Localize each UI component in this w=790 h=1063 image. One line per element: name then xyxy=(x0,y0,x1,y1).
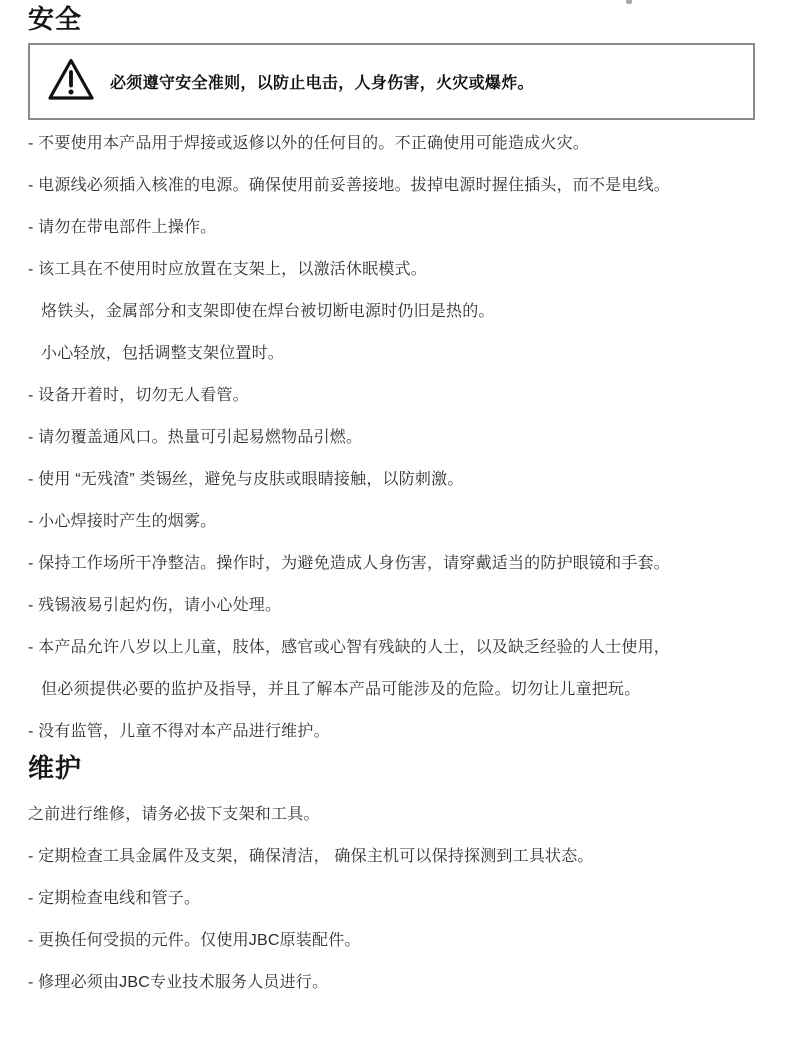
list-item: - 小心焊接时产生的烟雾。 xyxy=(28,513,217,530)
scan-artifact-mark xyxy=(626,0,632,4)
list-item: - 设备开着时，切勿无人看管。 xyxy=(28,387,249,404)
list-item: - 定期检查电线和管子。 xyxy=(28,890,201,907)
warning-box xyxy=(28,43,755,120)
maintenance-section-heading: 维护 xyxy=(28,753,83,783)
warning-triangle-icon xyxy=(47,57,95,107)
list-item: - 该工具在不使用时应放置在支架上，以激活休眠模式。 xyxy=(28,261,427,278)
maintenance-list xyxy=(28,794,768,1004)
list-item: - 更换任何受损的元件。仅使用JBC原装配件。 xyxy=(28,932,361,949)
list-item: 烙铁头，金属部分和支架即使在焊台被切断电源时仍旧是热的。 xyxy=(41,303,495,320)
list-item: - 修理必须由JBC专业技术服务人员进行。 xyxy=(28,974,329,991)
list-item: 小心轻放，包括调整支架位置时。 xyxy=(41,345,285,362)
list-item: - 残锡液易引起灼伤，请小心处理。 xyxy=(28,597,282,614)
list-item: - 请勿在带电部件上操作。 xyxy=(28,219,217,236)
list-item: - 电源线必须插入核准的电源。确保使用前妥善接地。拔掉电源时握住插头，而不是电线。 xyxy=(28,177,670,194)
list-item: 但必须提供必要的监护及指导，并且了解本产品可能涉及的危险。切勿让儿童把玩。 xyxy=(41,681,641,698)
list-item: 之前进行维修，请务必拔下支架和工具。 xyxy=(28,806,320,823)
safety-list xyxy=(28,123,768,753)
list-item: - 请勿覆盖通风口。热量可引起易燃物品引燃。 xyxy=(28,429,363,446)
list-item: - 使用 “无残渣” 类锡丝，避免与皮肤或眼睛接触，以防刺激。 xyxy=(28,471,464,488)
list-item: - 不要使用本产品用于焊接或返修以外的任何目的。不正确使用可能造成火灾。 xyxy=(28,135,589,152)
warning-text: 必须遵守安全准则，以防止电击，人身伤害，火灾或爆炸。 xyxy=(110,75,534,92)
list-item: - 定期检查工具金属件及支架，确保清洁， 确保主机可以保持探测到工具状态。 xyxy=(28,848,594,865)
list-item: - 没有监管，儿童不得对本产品进行维护。 xyxy=(28,723,330,740)
safety-section-heading: 安全 xyxy=(28,4,83,34)
list-item: - 保持工作场所干净整洁。操作时，为避免造成人身伤害，请穿戴适当的防护眼镜和手套。 xyxy=(28,555,670,572)
list-item: - 本产品允许八岁以上儿童，肢体，感官或心智有残缺的人士，以及缺乏经验的人士使用， xyxy=(28,639,670,656)
